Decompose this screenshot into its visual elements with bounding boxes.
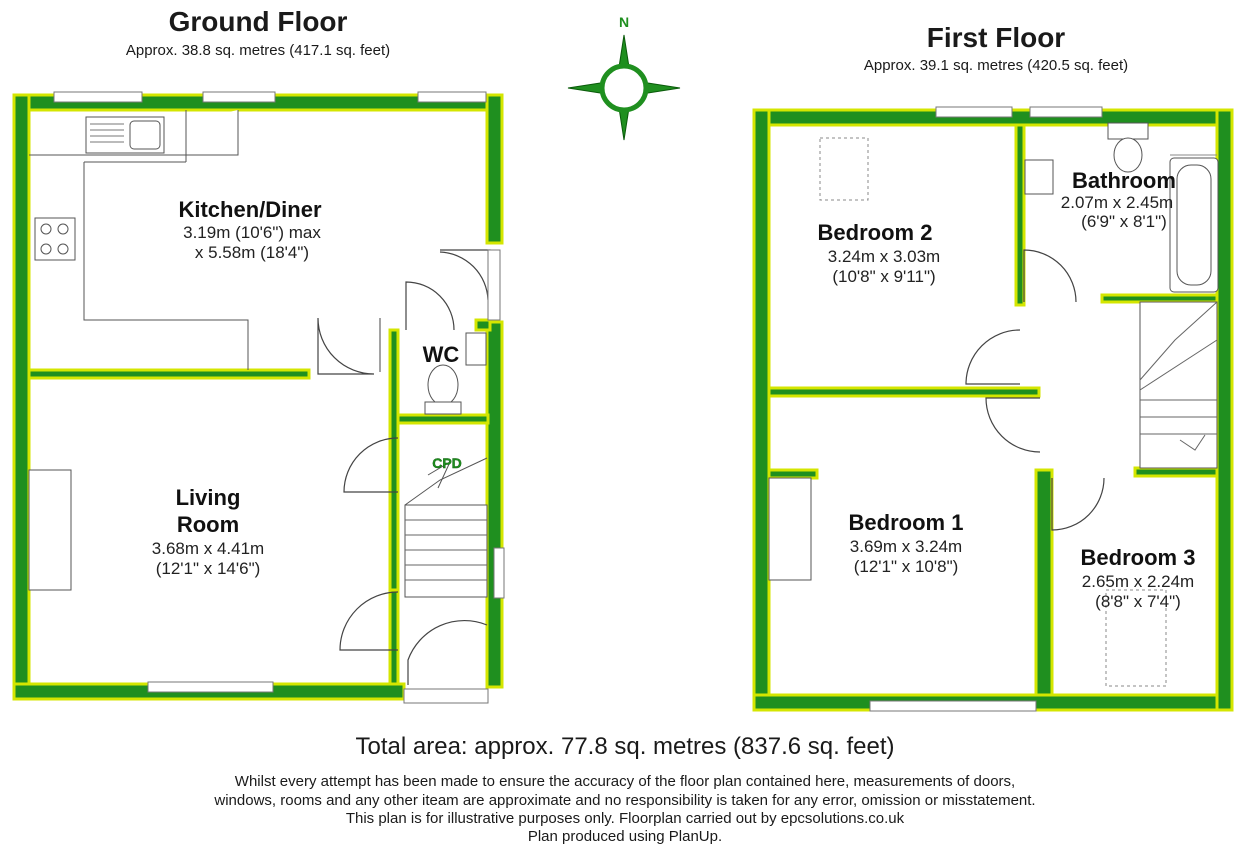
total-area: Total area: approx. 77.8 sq. metres (837.6 sq. feet) — [355, 733, 895, 760]
bedroom1-dim2: (12'1" x 10'8") — [853, 557, 959, 576]
window — [494, 548, 504, 598]
internal-wall — [29, 370, 309, 378]
hob-icon — [35, 218, 75, 260]
basin-icon — [1025, 160, 1053, 194]
bedroom2-name: Bedroom 2 — [817, 220, 933, 245]
wc-name: WC — [422, 342, 460, 367]
ground-floor-area: Approx. 38.8 sq. metres (417.1 sq. feet) — [125, 42, 391, 59]
staircase — [405, 505, 487, 597]
internal-wall — [390, 590, 398, 684]
internal-wall — [1036, 470, 1052, 695]
bathroom-dim1: 2.07m x 2.45m — [1060, 193, 1174, 212]
cistern — [1108, 123, 1148, 139]
bathroom-dim2: (6'9" x 8'1") — [1081, 212, 1167, 231]
door — [440, 252, 488, 300]
window — [203, 92, 275, 102]
bedroom2-dim1: 3.24m x 3.03m — [827, 247, 941, 266]
door — [1052, 478, 1104, 530]
door — [986, 398, 1040, 452]
wall — [1217, 110, 1232, 710]
internal-wall — [390, 330, 398, 598]
staircase — [1140, 302, 1217, 468]
window — [1030, 107, 1102, 117]
first-floor-title: First Floor — [926, 22, 1066, 53]
living-dim1: 3.68m x 4.41m — [151, 539, 265, 558]
kitchen-dim2: x 5.58m (18'4") — [194, 243, 310, 262]
internal-wall — [476, 320, 490, 330]
door — [440, 250, 490, 320]
kitchen-dim1: 3.19m (10'6") max — [183, 223, 321, 242]
window — [936, 107, 1012, 117]
front-door-step — [404, 689, 488, 703]
wall — [487, 322, 502, 687]
living-dim2: (12'1" x 14'6") — [155, 559, 261, 578]
compass-rose-icon — [568, 14, 680, 140]
ground-floor-plan — [14, 92, 504, 703]
toilet-icon — [1114, 138, 1142, 172]
chimney-breast — [29, 470, 71, 590]
wardrobe — [769, 478, 811, 580]
toilet-icon — [428, 365, 458, 405]
internal-wall — [398, 415, 488, 423]
bedroom1-name: Bedroom 1 — [848, 510, 964, 535]
internal-wall — [769, 470, 817, 478]
living-name-line1: Living — [175, 485, 241, 510]
door — [408, 621, 487, 685]
ground-floor-title: Ground Floor — [168, 6, 348, 37]
bedroom1-dim1: 3.69m x 3.24m — [849, 537, 963, 556]
disclaimer-line: Whilst every attempt has been made to ensure the accuracy of the floor plan contained here, measurements of doors, — [234, 773, 1016, 790]
internal-wall — [1102, 295, 1217, 302]
internal-wall — [769, 388, 1039, 396]
disclaimer-line: Plan produced using PlanUp. — [527, 828, 723, 845]
disclaimer-line: This plan is for illustrative purposes only. Floorplan carried out by epcsolutions.co.uk — [345, 810, 905, 827]
living-name-line2: Room — [176, 512, 240, 537]
first-floor-plan — [754, 107, 1232, 711]
wall — [754, 110, 769, 710]
door — [318, 318, 374, 374]
window — [148, 682, 273, 692]
window — [870, 701, 1036, 711]
bedroom3-dim2: (8'8" x 7'4") — [1095, 592, 1181, 611]
compass-label: N — [619, 14, 630, 30]
window — [54, 92, 142, 102]
bedroom3-dim1: 2.65m x 2.24m — [1081, 572, 1195, 591]
disclaimer-line: windows, rooms and any other iteam are approximate and no responsibility is taken for any error, omission or misstatement. — [214, 792, 1036, 809]
wall — [487, 95, 502, 243]
door — [966, 330, 1020, 384]
window — [418, 92, 486, 102]
bedroom2-dim2: (10'8" x 9'11") — [832, 267, 936, 286]
door-frame — [488, 250, 500, 320]
internal-wall — [1016, 125, 1024, 305]
wall — [14, 95, 29, 699]
bathroom-name: Bathroom — [1072, 168, 1176, 193]
basin-icon — [466, 333, 486, 365]
bedroom3-name: Bedroom 3 — [1080, 545, 1196, 570]
door — [406, 282, 454, 330]
loft-hatch — [820, 138, 868, 200]
door — [1024, 250, 1076, 302]
first-floor-area: Approx. 39.1 sq. metres (420.5 sq. feet) — [863, 57, 1129, 74]
internal-wall — [1135, 468, 1217, 476]
kitchen-worktop — [84, 162, 248, 370]
cpd-label: CPD — [432, 455, 462, 471]
kitchen-name: Kitchen/Diner — [178, 197, 322, 222]
